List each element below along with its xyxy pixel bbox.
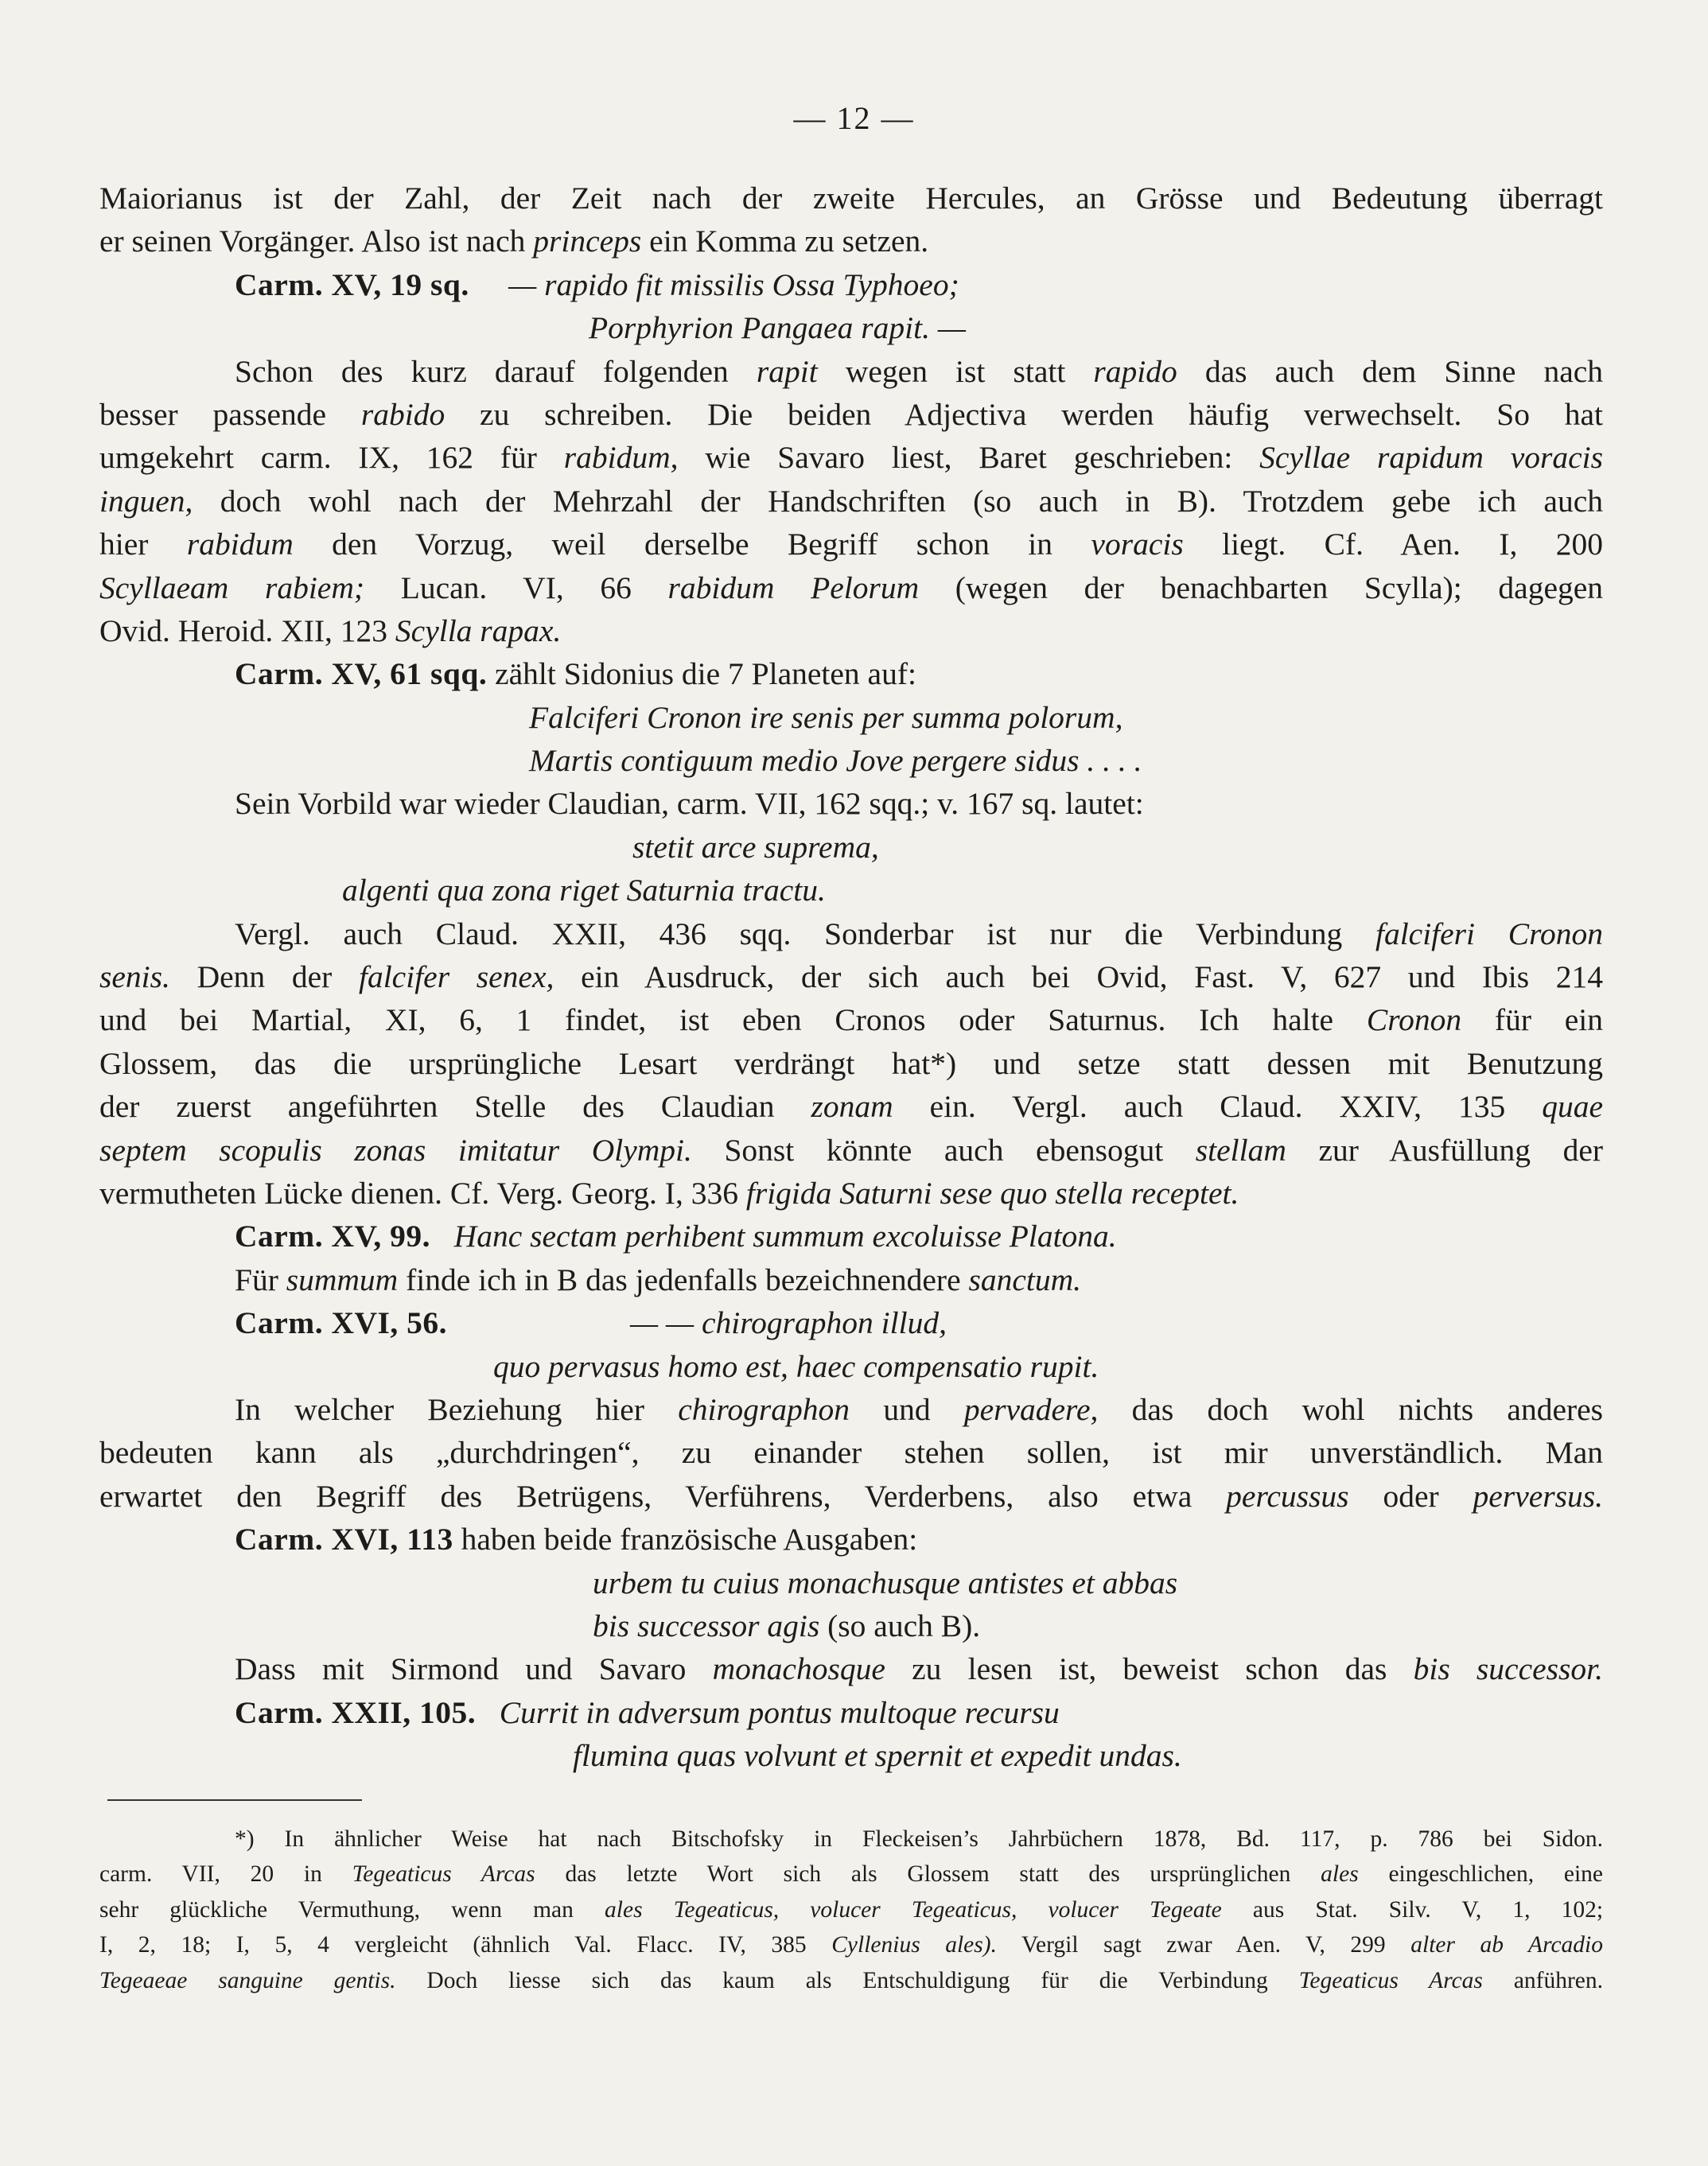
passage-heading: Carm. XV, 19 sq.	[235, 266, 469, 302]
text-span: zu lesen ist, beweist schon das	[912, 1651, 1387, 1687]
text-line	[99, 1215, 1603, 1258]
italic-span: perversus.	[1473, 1478, 1603, 1514]
passage-heading: Carm. XV, 99.	[235, 1219, 431, 1254]
text-span: doch wohl nach der Mehrzahl der Handschriften (so auch in B). Trotzdem gebe ich auch	[220, 483, 1603, 519]
text-span: haben beide französische Ausgaben:	[461, 1522, 918, 1557]
text-line	[99, 350, 1603, 393]
text-span: *) In ähnlicher Weise hat nach Bitschofsky in Fleckeisen’s Jahrbüchern 1878, Bd. 117, p. 786 bei Sidon.	[235, 1826, 1603, 1852]
italic-span: chirographon	[678, 1391, 850, 1427]
text-line	[99, 1042, 1603, 1085]
text-span: liegt. Cf. Aen. I, 200	[1222, 527, 1603, 562]
text-line	[99, 263, 1603, 306]
italic-span: septem scopulis zonas imitatur Olympi.	[99, 1132, 692, 1168]
page-number: — 12 —	[793, 100, 915, 136]
text-span: hier	[99, 527, 149, 562]
text-span: wie Savaro liest, Baret geschrieben:	[705, 440, 1233, 476]
text-line	[99, 1518, 1603, 1561]
text-span: ein Komma zu setzen.	[649, 224, 929, 259]
text-line	[99, 1691, 1603, 1734]
italic-span: rabidum,	[563, 440, 679, 476]
text-span: Sonst könnte auch ebensogut	[724, 1132, 1164, 1168]
text-span: das letzte Wort sich als Glossem statt des ursprünglichen	[565, 1861, 1291, 1888]
text-line	[99, 566, 1603, 609]
text-span: ein. Vergl. auch Claud. XXIV, 135	[929, 1089, 1506, 1125]
text-span: umgekehrt carm. IX, 162 für	[99, 440, 537, 476]
text-span: Dass mit Sirmond und Savaro	[235, 1651, 687, 1687]
text-line	[99, 826, 1603, 869]
text-line	[99, 739, 1603, 782]
italic-span: Tegeaticus Arcas	[352, 1861, 535, 1888]
text-line	[99, 1475, 1603, 1518]
text-span: oder	[1383, 1478, 1439, 1514]
footnote-line	[99, 1857, 1603, 1892]
text-line	[99, 1129, 1603, 1172]
main-text	[99, 177, 1603, 1777]
text-line	[99, 1345, 1603, 1388]
text-span: den Vorzug, weil derselbe Begriff schon in	[332, 527, 1052, 562]
italic-span: Scylla rapax.	[395, 612, 562, 648]
text-span: das doch wohl nichts anderes	[1131, 1391, 1603, 1427]
text-span: zur Ausfüllung der	[1318, 1132, 1603, 1168]
text-span: carm. VII, 20 in	[99, 1861, 322, 1888]
text-span: finde ich in B das jedenfalls bezeichnendere	[406, 1262, 961, 1297]
text-span: Für	[235, 1262, 278, 1297]
text-span: Sein Vorbild war wieder Claudian, carm. VII, 162 sqq.; v. 167 sq. lautet:	[235, 786, 1144, 822]
italic-span: frigida Saturni sese quo stella receptet.	[745, 1175, 1239, 1211]
text-line	[99, 523, 1603, 566]
italic-span: ales	[1321, 1861, 1359, 1888]
footnote-line	[99, 1963, 1603, 1998]
quote-verse: urbem tu cuius monachusque antistes et abbas	[593, 1565, 1178, 1600]
text-span: erwartet den Begriff des Betrügens, Verführens, Verderbens, also etwa	[99, 1478, 1192, 1514]
italic-span: stellam	[1195, 1132, 1286, 1168]
passage-heading: Carm. XVI, 113	[235, 1522, 453, 1557]
text-span: und	[883, 1391, 931, 1427]
text-line	[99, 1085, 1603, 1128]
text-span: besser passende	[99, 396, 327, 432]
italic-span: rabidum Pelorum	[667, 570, 920, 605]
passage-heading: Carm. XVI, 56.	[235, 1305, 448, 1341]
text-span: anführen.	[1513, 1967, 1603, 1993]
text-span: sehr glückliche Vermuthung, wenn man	[99, 1896, 574, 1923]
text-span: (so auch B).	[827, 1608, 981, 1643]
italic-span: rabido	[360, 396, 445, 432]
text-span: wegen ist statt	[845, 353, 1066, 389]
text-line	[99, 220, 1603, 262]
text-line	[99, 696, 1603, 739]
text-line	[99, 480, 1603, 523]
quote-verse: Falciferi Cronon ire senis per summa polorum,	[529, 699, 1123, 735]
text-span: ein Ausdruck, der sich auch bei Ovid, Fast. V, 627 und Ibis 214	[581, 959, 1603, 995]
text-span: I, 2, 18; I, 5, 4 vergleicht (ähnlich Val. Flacc. IV, 385	[99, 1932, 807, 1958]
text-span: Lucan. VI, 66	[400, 570, 632, 605]
quote-verse: Hanc sectam perhibent summum excoluisse Platona.	[453, 1219, 1117, 1254]
quote-verse: Currit in adversum pontus multoque recursu	[499, 1694, 1060, 1730]
quote-verse: algenti qua zona riget Saturnia tractu.	[342, 873, 826, 908]
text-line	[99, 1388, 1603, 1431]
text-span: Vergil sagt zwar Aen. V, 299	[1021, 1932, 1386, 1958]
italic-span: zonam	[811, 1089, 893, 1125]
text-line	[99, 1561, 1603, 1604]
text-line	[99, 955, 1603, 998]
passage-heading: Carm. XXII, 105.	[235, 1694, 477, 1730]
italic-span: senis.	[99, 959, 170, 995]
italic-span: bis successor.	[1413, 1651, 1603, 1687]
text-line	[99, 998, 1603, 1041]
text-span: zu schreiben. Die beiden Adjectiva werden häufig verwechselt. So hat	[480, 396, 1603, 432]
text-span: Schon des kurz darauf folgenden	[235, 353, 729, 389]
italic-span: alter ab Arcadio	[1410, 1932, 1603, 1958]
text-line	[99, 306, 1603, 349]
text-span: der zuerst angeführten Stelle des Claudian	[99, 1089, 775, 1125]
italic-span: Tegeaticus Arcas	[1298, 1967, 1483, 1993]
text-span: für ein	[1494, 1002, 1603, 1038]
italic-span: Cyllenius ales).	[831, 1932, 997, 1958]
text-line	[99, 652, 1603, 695]
italic-span: inguen,	[99, 483, 193, 519]
quote-verse: flumina quas volvunt et spernit et expedit undas.	[573, 1738, 1182, 1774]
text-line	[99, 912, 1603, 955]
text-span: Doch liesse sich das kaum als Entschuldigung für die Verbindung	[426, 1967, 1268, 1993]
text-span: das auch dem Sinne nach	[1204, 353, 1603, 389]
italic-span: ales Tegeaticus, volucer Tegeaticus, volucer Tegeate	[605, 1896, 1222, 1923]
quote-verse: Porphyrion Pangaea rapit. —	[589, 310, 966, 346]
text-line	[99, 436, 1603, 479]
italic-span: summum	[286, 1262, 399, 1297]
text-line	[99, 869, 1603, 912]
italic-span: Scyllaeam rabiem;	[99, 570, 365, 605]
text-line	[99, 1172, 1603, 1215]
italic-span: Scyllae rapidum voracis	[1259, 440, 1603, 476]
italic-span: rapit	[756, 353, 818, 389]
italic-span: rapido	[1093, 353, 1177, 389]
text-line	[99, 1301, 1603, 1344]
footnote-rule	[107, 1799, 362, 1801]
footnote-line	[99, 1822, 1603, 1857]
quote-verse: — rapido fit missilis Ossa Typhoeo;	[508, 266, 959, 302]
text-span: und bei Martial, XI, 6, 1 findet, ist eben Cronos oder Saturnus. Ich halte	[99, 1002, 1334, 1038]
italic-span: falcifer senex,	[358, 959, 554, 995]
text-span: er seinen Vorgänger. Also ist nach	[99, 224, 526, 259]
italic-span: voracis	[1091, 527, 1184, 562]
text-span: vermutheten Lücke dienen. Cf. Verg. Georg. I, 336	[99, 1175, 738, 1211]
text-span: Maiorianus ist der Zahl, der Zeit nach der zweite Hercules, an Grösse und Bedeutung überragt	[99, 181, 1603, 216]
text-span: aus Stat. Silv. V, 1, 102;	[1252, 1896, 1603, 1923]
italic-span: falciferi Cronon	[1375, 916, 1603, 951]
text-span: In welcher Beziehung hier	[235, 1391, 644, 1427]
italic-span: pervadere,	[963, 1391, 1099, 1427]
text-line	[99, 782, 1603, 825]
footnote	[99, 1822, 1603, 1998]
italic-span: Cronon	[1366, 1002, 1462, 1038]
quote-verse: stetit arce suprema,	[632, 829, 879, 865]
quote-verse: Martis contiguum medio Jove pergere sidus . . . .	[529, 743, 1142, 779]
italic-span: percussus	[1226, 1478, 1349, 1514]
italic-span: Tegeaeae sanguine gentis.	[99, 1967, 396, 1993]
text-line	[99, 1734, 1603, 1777]
text-span: Vergl. auch Claud. XXII, 436 sqq. Sonderbar ist nur die Verbindung	[235, 916, 1343, 951]
text-span: Denn der	[196, 959, 333, 995]
text-line	[99, 1604, 1603, 1647]
text-line	[99, 1647, 1603, 1690]
italic-span: sanctum.	[968, 1262, 1082, 1297]
quote-verse: quo pervasus homo est, haec compensatio rupit.	[493, 1348, 1099, 1384]
quote-verse: bis successor agis	[593, 1608, 820, 1643]
text-line	[99, 1431, 1603, 1474]
text-line	[99, 1258, 1603, 1301]
passage-heading: Carm. XV, 61 sqq.	[235, 656, 488, 692]
text-span: Glossem, das die ursprüngliche Lesart verdrängt hat*) und setze statt dessen mit Benutzung	[99, 1045, 1603, 1081]
footnote-line	[99, 1892, 1603, 1927]
italic-span: monachosque	[712, 1651, 885, 1687]
text-span: eingeschlichen, eine	[1388, 1861, 1603, 1888]
text-span: (wegen der benachbarten Scylla); dagegen	[955, 570, 1603, 605]
text-span: bedeuten kann als „durchdringen“, zu einander stehen sollen, ist mir unverständlich. Man	[99, 1435, 1603, 1471]
italic-span: princeps	[533, 224, 642, 259]
text-line	[99, 177, 1603, 220]
text-span: Ovid. Heroid. XII, 123	[99, 612, 388, 648]
italic-span: quae	[1542, 1089, 1603, 1125]
text-span: zählt Sidonius die 7 Planeten auf:	[495, 656, 916, 692]
quote-verse: — — chirographon illud,	[630, 1305, 947, 1341]
text-line	[99, 609, 1603, 652]
text-line	[99, 393, 1603, 436]
footnote-line	[99, 1927, 1603, 1962]
italic-span: rabidum	[186, 527, 294, 562]
